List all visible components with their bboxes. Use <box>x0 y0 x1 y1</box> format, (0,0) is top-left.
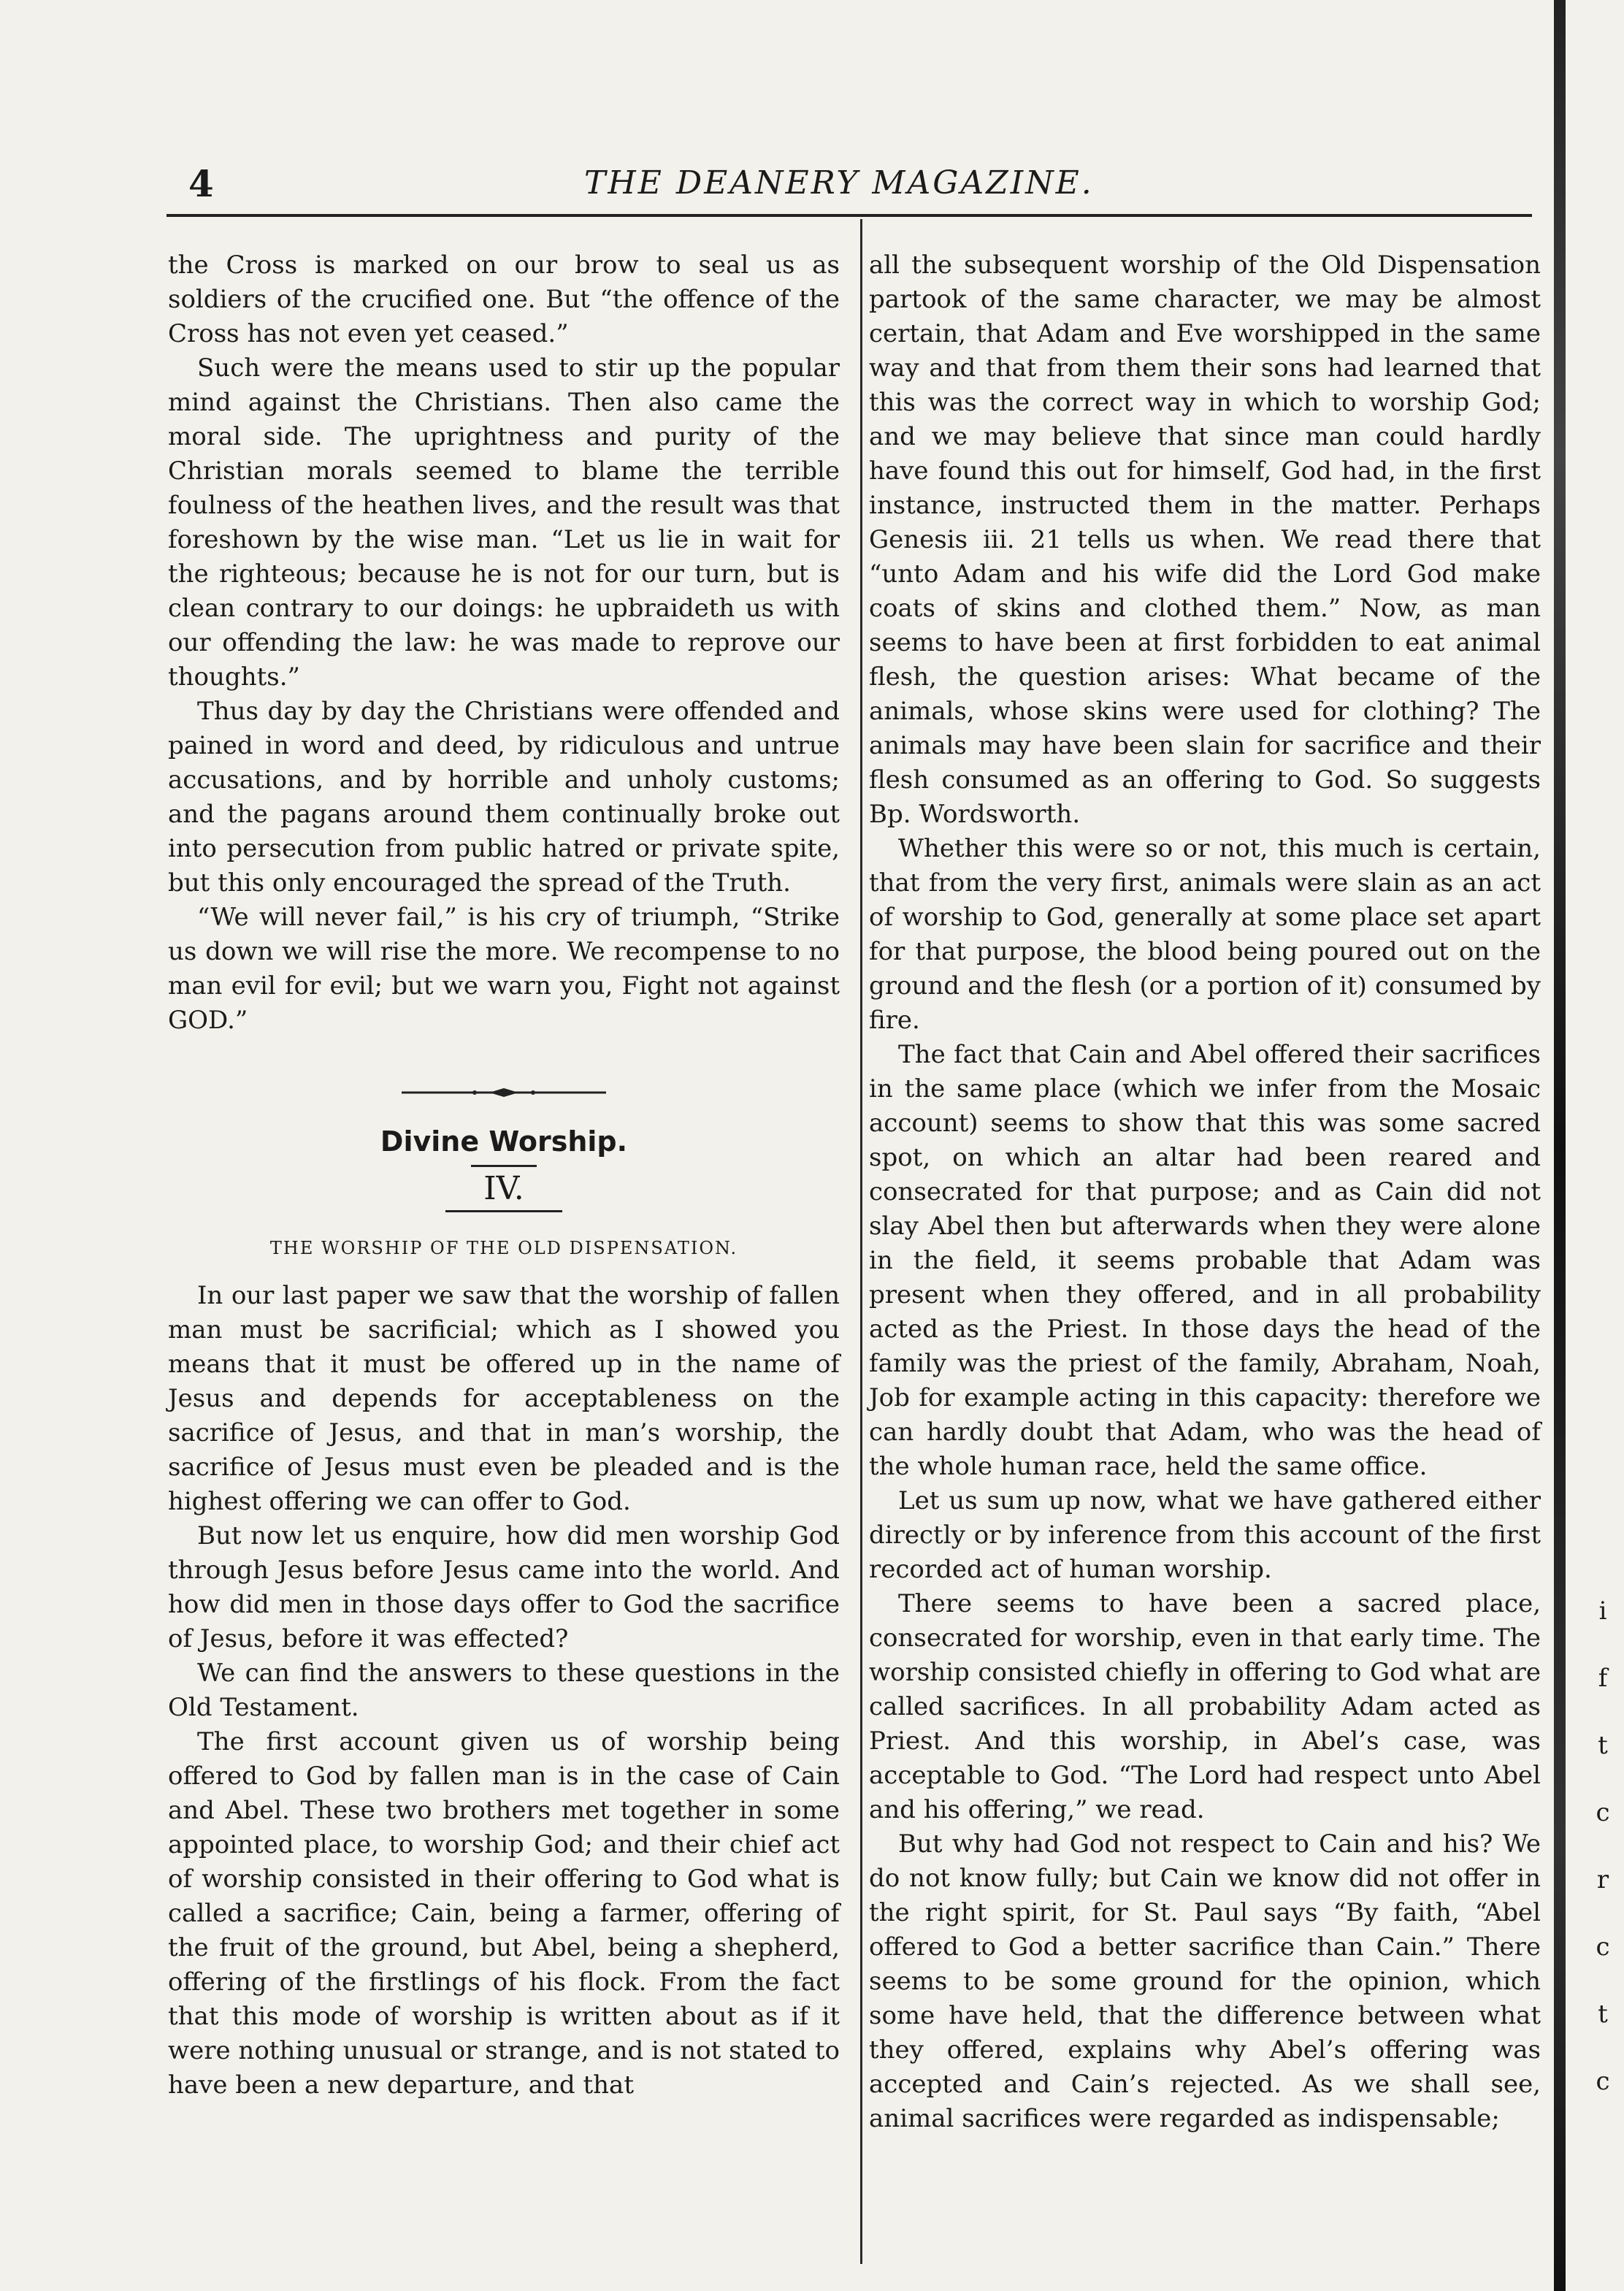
ornament-divider <box>168 1073 840 1107</box>
margin-letter: f <box>1598 1664 1608 1693</box>
paragraph: We can find the answers to these questions in the Old Testament. <box>168 1659 840 1722</box>
margin-fragment-letters <box>1592 1577 1614 2115</box>
section-title: Divine Worship. <box>380 1125 628 1158</box>
paragraph: all the subsequent worship of the Old Dispensation partook of the same character, we may be almost certain, that Adam and Eve worshipped in the same way and that from them their sons had learned that this was the correct way in which to worship God; and we may believe that since man could hardly have found this out for himself, God had, in the first instance, instructed them in the matter. Perhaps Genesis iii. 21 tells us when. We read there that “unto Adam and his wife did the Lord God make coats of skins and clothed them.” Now, as man seems to have been at first forbidden to eat animal flesh, the question arises: What became of the animals, whose skins were used for clothing? The animals may have been slain for sacrifice and their flesh consumed as an offering to God. So suggests Bp. Wordsworth. <box>869 250 1541 829</box>
paragraph: Whether this were so or not, this much is certain, that from the very first, animals were slain as an act of worship to God, generally at some place set apart for that purpose, the blood being poured out on the ground and the flesh (or a portion of it) consumed by fire. <box>869 834 1541 1035</box>
margin-letter: t <box>1598 2000 1608 2029</box>
section-subtitle: THE WORSHIP OF THE OLD DISPENSATION. <box>269 1238 738 1258</box>
page-number: 4 <box>188 162 214 205</box>
margin-letter: c <box>1596 1798 1610 1827</box>
right-column <box>869 248 1541 2136</box>
section-number: IV. <box>483 1170 524 1207</box>
paragraph: Thus day by day the Christians were offended and pained in word and deed, by ridiculous and untrue accusations, and by horrible and unholy customs; and the pagans around them continually broke out into persecution from public hatred or private spite, but this only encouraged the spread of the Truth. <box>168 697 840 898</box>
paragraph: “We will never fail,” is his cry of triumph, “Strike us down we will rise the more. We recompense to no man evil for evil; but we warn you, Fight not against GOD.” <box>168 903 840 1035</box>
header-rule <box>166 214 1532 217</box>
paragraph: But now let us enquire, how did men worship God through Jesus before Jesus came into the world. And how did men in those days offer to God the sacrifice of Jesus, before it was effected? <box>168 1521 840 1653</box>
scanned-page-edge <box>1554 0 1566 2291</box>
margin-letter: i <box>1598 1596 1607 1626</box>
margin-letter: r <box>1596 1865 1609 1894</box>
number-rule <box>445 1210 562 1212</box>
paragraph: Let us sum up now, what we have gathered either directly or by inference from this account of the first recorded act of human worship. <box>869 1486 1541 1584</box>
paragraph: The first account given us of worship being offered to God by fallen man is in the case of Cain and Abel. These two brothers met together in some appointed place, to worship God; and their chief act of worship consisted in their offering to God what is called a sacrifice; Cain, being a farmer, offering of the fruit of the ground, but Abel, being a shepherd, offering of the firstlings of his flock. From the fact that this mode of worship is written about as if it were nothing unusual or strange, and is not stated to have been a new departure, and that <box>168 1727 840 2100</box>
paragraph: There seems to have been a sacred place, consecrated for worship, even in that early time. The worship consisted chiefly in offering to God what are called sacrifices. In all probability Adam acted as Priest. And this worship, in Abel’s case, was acceptable to God. “The Lord had respect unto Abel and his offering,” we read. <box>869 1589 1541 1824</box>
title-rule <box>471 1165 537 1167</box>
left-column <box>168 248 840 2103</box>
margin-letter: c <box>1596 1932 1610 1962</box>
paragraph: The fact that Cain and Abel offered their sacrifices in the same place (which we infer from the Mosaic account) seems to show that this was some sacred spot, on which an altar had been reared and consecrated for that purpose; and as Cain did not slay Abel then but afterwards when they were alone in the field, it seems probable that Adam was present when they offered, and in all probability acted as the Priest. In those days the head of the family was the priest of the family, Abraham, Noah, Job for example acting in this capacity: therefore we can hardly doubt that Adam, who was the head of the whole human race, held the same office. <box>869 1040 1541 1481</box>
paragraph: the Cross is marked on our brow to seal us as soldiers of the crucified one. But “the offence of the Cross has not even yet ceased.” <box>168 250 840 348</box>
margin-letter: t <box>1598 1731 1608 1760</box>
paragraph: In our last paper we saw that the worship of fallen man must be sacrificial; which as I showed you means that it must be offered up in the name of Jesus and depends for acceptableness on the sacrifice of Jesus, and that in man’s worship, the sacrifice of Jesus must even be pleaded and is the highest offering we can offer to God. <box>168 1281 840 1516</box>
column-divider <box>860 219 862 2264</box>
running-title: THE DEANERY MAGAZINE. <box>584 164 1094 202</box>
paragraph: Such were the means used to stir up the popular mind against the Christians. Then also came the moral side. The uprightness and purity of the Christian morals seemed to blame the terrible foulness of the heathen lives, and the result was that foreshown by the wise man. “Let us lie in wait for the righteous; because he is not for our turn, but is clean contrary to our doings: he upbraideth us with our offending the law: he was made to reprove our thoughts.” <box>168 353 840 692</box>
margin-letter: c <box>1596 2067 1610 2096</box>
paragraph: But why had God not respect to Cain and his? We do not know fully; but Cain we know did not offer in the right spirit, for St. Paul says “By faith, “Abel offered to God a better sacrifice than Cain.” There seems to be some ground for the opinion, which some have held, that the difference between what they offered, explains why Abel’s offering was accepted and Cain’s rejected. As we shall see, animal sacrifices were regarded as indispensable; <box>869 1829 1541 2133</box>
